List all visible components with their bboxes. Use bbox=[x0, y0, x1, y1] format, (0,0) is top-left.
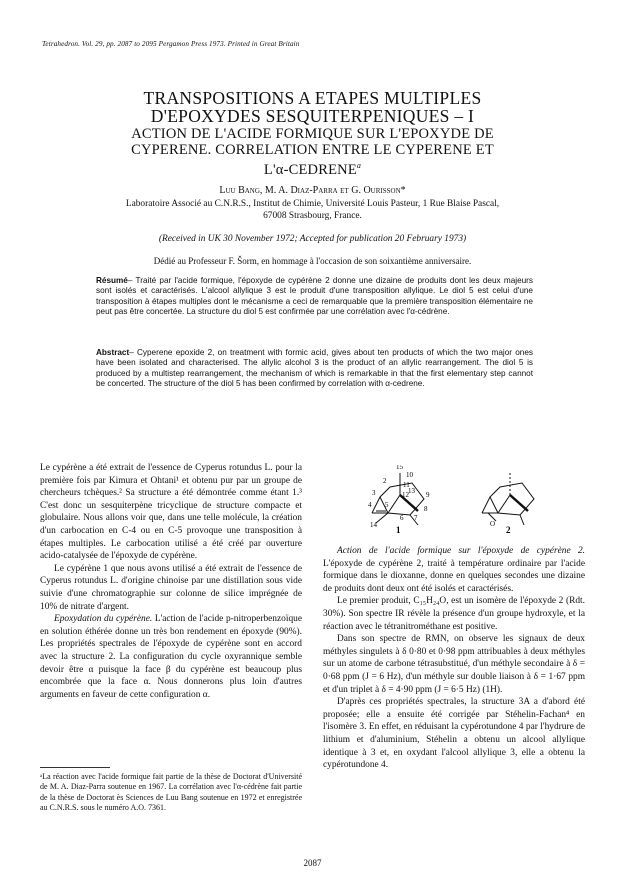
structure-2 bbox=[482, 473, 534, 525]
left-column bbox=[40, 462, 302, 701]
abstract bbox=[96, 348, 533, 390]
left-paragraph-2: Le cypérène 1 que nous avons utilisé a été extrait de l'essence de Cyperus rotundus L. d'origine chinoise par une distillation sous vide suivie d'une chromatographie sur colonne de silice imprégnée de 10% de nitrate d'argent. bbox=[40, 563, 302, 612]
resume-label: Résumé bbox=[96, 276, 128, 285]
resume bbox=[96, 276, 533, 318]
subtitle-line-3 bbox=[40, 158, 585, 178]
right-paragraph-3: Dans son spectre de RMN, on observe les signaux de deux méthyles singulets à δ 0·80 et 0·98 ppm attribuables à deux méthyles sur un atome de carbone tétrasubstitué, d'un méthyle secondaire à δ = 0·68 ppm (J = 6 Hz), d'un méthyle sur double liaison à δ = 1·67 ppm et d'un triplet à δ = 4·90 ppm (J = 6·5 Hz) (1H). bbox=[323, 634, 585, 695]
journal-header: Tetrahedron. Vol. 29, pp. 2087 to 2095 Pergamon Press 1973. Printed in Great Britain bbox=[42, 40, 300, 48]
affiliation-line-2: 67008 Strasbourg, France. bbox=[263, 211, 362, 221]
affiliation bbox=[40, 198, 585, 222]
atom-label-oxygen: O bbox=[490, 520, 496, 528]
atom-label-15: 15 bbox=[396, 465, 403, 471]
atom-label-13: 13 bbox=[408, 487, 415, 495]
right-paragraph-1-head: Action de l'acide formique sur l'époxyde de cypérène 2. bbox=[337, 546, 585, 556]
atom-label-11: 11 bbox=[403, 481, 410, 489]
resume-text: – Traité par l'acide formique, l'époxyde de cypérène 2 donne une dizaine de produits dont les deux majeurs sont isolés et caractérisés. L'alcool allylique 3 est le produit d'une transposition allylique. Le diol 5 est celui d'une transposition à étapes multiples dont le mécanisme a ceci de remarquable que la première transposition élémentaire ne peut pas être concertée. La structure du diol 5 est confirmée par une corrélation avec l'α-cédrène. bbox=[96, 276, 533, 317]
left-paragraph-3-head: Epoxydation du cypérène. bbox=[54, 614, 153, 625]
title-line-1: TRANSPOSITIONS A ETAPES MULTIPLES bbox=[143, 88, 482, 108]
subtitle-line-3-text: L'α-CEDRENE bbox=[263, 161, 357, 178]
right-column bbox=[323, 545, 585, 772]
right-paragraph-1-text: L'époxyde de cypérène 2, traité à température ordinaire par l'acide formique dans le dioxanne, donne en quelques secondes une dizaine de produits dont deux ont été isolés et caractérisés. bbox=[323, 558, 585, 594]
right-paragraph-4: D'après ces propriétés spectrales, la structure 3A a d'abord été proposée; elle a ensuite été corrigée par Stéhelin-Fachan⁴ en l'isomère 3. En effet, en réduisant la cypérotundone 4 par l'hydrure de lithium et d'aluminium, Stéhelin a obtenu un alcool allylique identique à 3 et, en oxydant l'alcool allylique 3, elle a obtenu la cypérotundone 4. bbox=[323, 697, 585, 771]
subtitle-line-1: ACTION DE L'ACIDE FORMIQUE SUR L'EPOXYDE DE bbox=[131, 126, 494, 142]
atom-label-12: 12 bbox=[402, 491, 409, 499]
left-paragraph-3-text: L'action de l'acide p-nitroperbenzoïque en solution éthérée donne un très bon rendement en époxyde (90%). Les propriétés spectrales de l'époxyde de cypérène sont en accord avec la structure 2. La configuration du cycle oxyrannique semble devoir être α puisque la face β du cypérène est beaucoup plus encombrée que la face α. Nous donnerons plus loin d'autres arguments en faveur de cette configuration α. bbox=[40, 614, 302, 700]
page-number: 2087 bbox=[303, 858, 322, 868]
atom-label-14: 14 bbox=[370, 521, 377, 529]
atom-label-10: 10 bbox=[406, 471, 413, 479]
abstract-label: Abstract bbox=[96, 348, 130, 357]
abstract-text: – Cyperene epoxide 2, on treatment with formic acid, gives about ten products of which the two major ones have been isolated and characterised. The allylic alcohol 3 is the product of an allylic rearrangement. The diol 5 is produced by a multistep rearrangement, the mechanism of which is remarkable in that the first elementary step cannot be concerted. The structure of the diol 5 has been confirmed by correlation with α-cedrene. bbox=[96, 348, 533, 389]
atom-label-2: 2 bbox=[383, 477, 387, 485]
title-line-2: D'EPOXYDES SESQUITERPENIQUES – I bbox=[150, 106, 475, 126]
atom-label-5: 5 bbox=[385, 501, 389, 509]
footnote: ᵃLa réaction avec l'acide formique fait partie de la thèse de Doctorat d'Université de M. A. Diaz-Parra soutenue en 1967. La corrélation avec l'α-cédrène fait partie de la thèse de Doctorat ès Sciences de Luu Bang soutenue en 1972 et enregistrée au C.N.R.S. sous le numéro A.O. 7361. bbox=[40, 772, 302, 812]
left-paragraph-1: Le cypérène a été extrait de l'essence de Cyperus rotundus L. pour la première fois par Kimura et Ohtani¹ et obtenu pur par un groupe de chercheurs tchèques.² Sa structure a été démontrée comme étant 1.³ C'est donc un sesquiterpène tricyclique de structure compacte et globulaire. Nous allons voir que, dans une telle molécule, la création d'un carbocation en C-4 ou en C-5 provoque une transposition à étapes multiples. Le carbocation utilisé a été créé par ouverture acido-catalysée de l'époxyde de cypérène. bbox=[40, 463, 302, 562]
footnote-rule bbox=[40, 767, 110, 768]
structure-label-2: 2 bbox=[506, 525, 511, 535]
subtitle-line-2: CYPERENE. CORRELATION ENTRE LE CYPERENE ET bbox=[131, 141, 494, 158]
left-paragraph-3 bbox=[40, 613, 302, 701]
structure-label-1: 1 bbox=[396, 525, 401, 535]
atom-label-4: 4 bbox=[368, 501, 372, 509]
received-dates: (Received in UK 30 November 1972; Accepted for publication 20 February 1973) bbox=[158, 234, 467, 244]
dedication: Dédié au Professeur F. Šorm, en hommage à l'occasion de son soixantième anniversaire. bbox=[153, 256, 472, 266]
right-paragraph-1 bbox=[323, 545, 585, 595]
affiliation-line-1: Laboratoire Associé au C.N.R.S., Institut de Chimie, Université Louis Pasteur, 1 Rue Blaise Pascal, bbox=[125, 199, 500, 209]
atom-label-6: 6 bbox=[400, 514, 404, 522]
atom-label-8: 8 bbox=[424, 505, 428, 513]
right-paragraph-2: Le premier produit, C₁₅H₂₄O, est un isomère de l'époxyde 2 (Rdt. 30%). Son spectre IR révèle la présence d'un groupe hydroxyle, et la réaction avec le tétranitrométhane est positive. bbox=[323, 596, 585, 632]
subtitle bbox=[40, 127, 585, 178]
atom-label-3: 3 bbox=[372, 489, 376, 497]
authors: Luu Bang, M. A. Diaz-Parra et G. Ourisson* bbox=[219, 185, 406, 196]
title bbox=[40, 89, 585, 125]
atom-label-9: 9 bbox=[426, 491, 430, 499]
structure-figure bbox=[330, 465, 590, 535]
atom-label-7: 7 bbox=[414, 514, 418, 522]
subtitle-footnote-mark: a bbox=[356, 161, 362, 170]
